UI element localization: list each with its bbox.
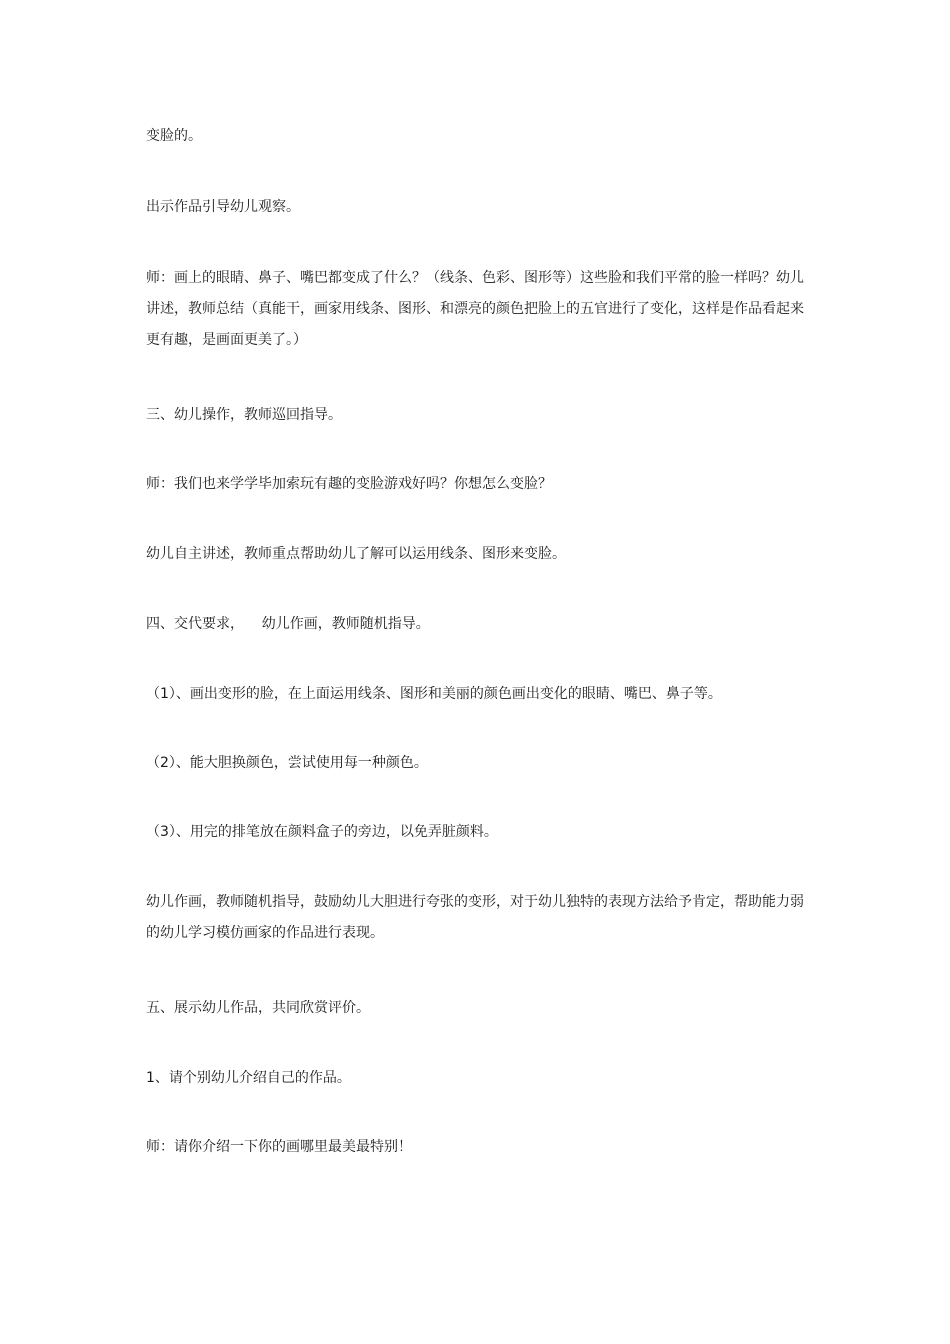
requirement-item-1: （1）、画出变形的脸，在上面运用线条、图形和美丽的颜色画出变化的眼睛、嘴巴、鼻子等。 bbox=[146, 686, 722, 702]
heading-section-four: 四、交代要求， 幼儿作画，教师随机指导。 bbox=[146, 616, 430, 632]
paragraph-show-works: 出示作品引导幼儿观察。 bbox=[146, 199, 300, 215]
heading-section-five: 五、展示幼儿作品，共同欣赏评价。 bbox=[146, 1000, 370, 1016]
paragraph-teacher-picasso: 师：我们也来学学毕加索玩有趣的变脸游戏好吗？你想怎么变脸？ bbox=[146, 476, 552, 492]
requirement-item-3: （3）、用完的排笔放在颜料盒子的旁边，以免弄脏颜料。 bbox=[146, 824, 498, 840]
paragraph-children-describe: 幼儿自主讲述，教师重点帮助幼儿了解可以运用线条、图形来变脸。 bbox=[146, 546, 566, 562]
heading-section-three: 三、幼儿操作，教师巡回指导。 bbox=[146, 407, 342, 423]
paragraph-children-drawing: 幼儿作画，教师随机指导，鼓励幼儿大胆进行夸张的变形，对于幼儿独特的表现方法给予肯定，帮助能力弱的幼儿学习模仿画家的作品进行表现。 bbox=[146, 894, 804, 941]
paragraph-teacher-question: 师：画上的眼睛、鼻子、嘴巴都变成了什么？（线条、色彩、图形等）这些脸和我们平常的脸一样吗？幼儿讲述，教师总结（真能干，画家用线条、图形、和漂亮的颜色把脸上的五官进行了变化，这样是作品看起来更有趣，是画面更美了。） bbox=[146, 270, 804, 348]
paragraph-face-change-end: 变脸的。 bbox=[146, 128, 202, 144]
paragraph-teacher-invite: 师：请你介绍一下你的画哪里最美最特别！ bbox=[146, 1139, 412, 1155]
list-item-introduce-work: 1、请个别幼儿介绍自己的作品。 bbox=[146, 1070, 351, 1086]
requirement-item-2: （2）、能大胆换颜色，尝试使用每一种颜色。 bbox=[146, 755, 428, 771]
